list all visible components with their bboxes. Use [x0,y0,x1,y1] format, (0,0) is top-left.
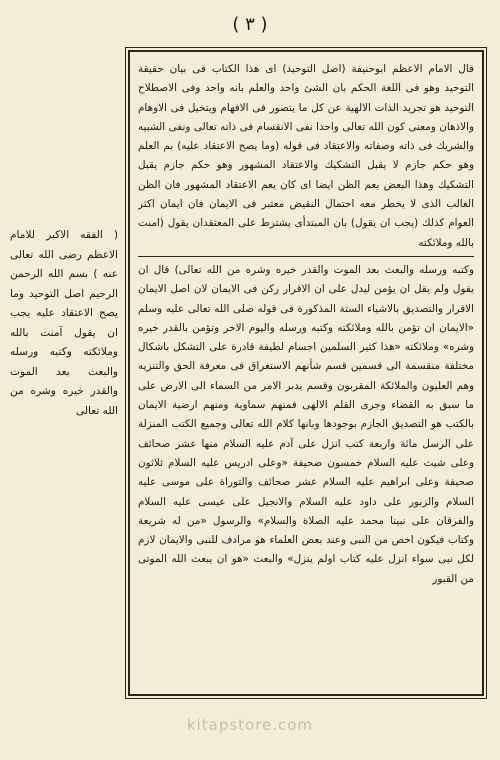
main-text-part-2: وكتبه ورسله والبعث بعد الموت والقدر خيره وشره من الله تعالى) قال ان يقول ولم يقل ان يؤمن ليدل على ان الاقرار ركن فى الايمان لان اصل الايمان الاقرار والتصديق بالاشياء الستة المذكورة فى قوله صلى الله تعالى عليه وسلم «الايمان ان تؤمن بالله وملائكته وكتبه ورسله واليوم الاخر وتؤمن بالقدر خيره وشره» وملائكته «هذا كثير السلمين اجسام لطيفة قادرة على التشكل باشكال مختلفة منقسمة الى قسمين قسم شأنهم الاستغراق فى معرفة الحق والتنزيه وهم العليون والملائكة المقربون وقسم يدبر الامر من السماء الى الارض على ما سبق به القضاء وجرى القلم الالهى فمنهم سماوية ومنهم ارضية الايمان بالكتب هو التصديق الجازم بوجودها وبانها كلام الله تعالى وجميع الكتب المنزلة على الرسل مائة واربعة كتب انزل على آدم عليه السلام منها عشر صحائف وعلى شيث عليه السلام خمسون صحيفة «وعلى ادريس عليه السلام ثلاثون صحيفة وعلى ابراهيم عليه السلام عشر صحائف والتوراة على موسى عليه السلام والزبور على داود عليه السلام والانجيل على عيسى عليه السلام والفرقان على نبينا محمد عليه الصلاة والسلام» والرسول «من له شريعة وكتاب فيكون اخص من النبى وعند بعض العلماء هو مرادف للنبى والايمان لازم لكل نبى سواء انزل عليه كتاب اولم ينزل» والبعث «هو ان يبعث الله الموتى من القبور [138,263,474,585]
section-divider [138,256,474,257]
page-number: ( ٣ ) [232,14,268,35]
watermark: kitapstore.com [186,716,314,734]
margin-note-text: ( الفقه الاكبر للامام الاعظم رضى الله تعالى عنه ) بسم الله الرحمن الرحيم اصل التوحيد وما يصح الاعتقاد عليه يجب ان يقول آمنت بالله وملائكته وكتبه ورسله والبعث بعد الموت والقدر خيره وشره من الله تعالى [10,229,118,417]
main-text-frame [128,50,484,696]
main-text-part-1: قال الامام الاعظم ابوحنيفة (اصل التوحيد) اى هذا الكتاب فى بيان حقيقة التوحيد وهو فى اللغة الحكم بان الشئ واحد والعلم بانه واحد وفى الاصطلاح التوحيد هو تجريد الذات الالهية عن كل ما يتصور فى الافهام ويتخيل فى الاوهام والاذهان ومعنى كون الله تعالى واحدا نفى الانقسام فى ذاته تعالى ونفى الشبيه والشريك فى ذاته وصفاته والاعتقاد فى قوله (وما يصح الاعتقاد عليه) بم العلم وهو حكم جازم لا يقبل التشكيك والاعتقاد المشهور وهو حكم جازم يقبل التشكيك وهذا البعض يعم الظن ايضا اى كان يعم الاعتقاد المشهور فان الظن الغالب الذى لا يخطر معه احتمال النقيض معتبر فى الايمان فان ايمان اكثر العوام كذلك (يجب ان يقول) بان المبتدأى يشترط على المعتقدان يقول (امنت بالله وملائكته [138,63,474,249]
main-text-body [138,60,474,686]
margin-note [10,226,118,421]
